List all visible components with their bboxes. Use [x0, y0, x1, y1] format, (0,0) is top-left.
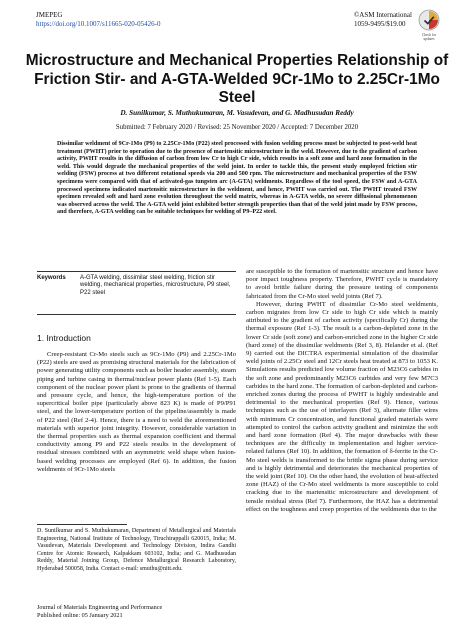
abstract: Dissimilar weldment of 9Cr-1Mo (P9) to 2.25Cr-1Mo (P22) steel processed with fusion welding process must be subjected to post-weld heat treatment (PWHT) prior to operation due to the presence of martensitic microstructure in the weld. However, due to the gradient of carbon activity, PWHT results in the diffusion of carbon from low Cr to high Cr side, which results in a soft zone and hard zone formation in the weld. This would degrade the mechanical properties of the weld joint. In order to tackle this, the present study employed friction stir welding (FSW) process at two different rotational speeds via 200 and 500 rpm. The microstructure and mechanical properties of the FSW specimens were compared with that of activated-gas tungsten arc (A-GTA) weldments. Regardless of the tool speed, the FSW and A-GTA processed specimens indicated martensitic microstructure in the weldment, and hence, PWHT was carried out. The PWHT treated FSW specimen revealed soft and hard zone evolution throughout the weld matrix, whereas in A-GTA welds, no severe diffusional phenomenon was observed across the weld. The A-GTA weld joint exhibited better strength properties than that of the weld joint made by FSW process, and therefore, A-GTA welding can be suitable techniques for welding of P9–P22 steel.: [57, 141, 417, 216]
keywords-text: A-GTA welding, dissimilar steel welding, friction stir welding, mechanical properties, microstructure, P9 steel, P22 steel: [80, 275, 231, 296]
submission-dates: Submitted: 7 February 2020 / Revised: 25 November 2020 / Accepted: 7 December 2020: [115, 124, 359, 131]
copyright-text: ©ASM International: [353, 11, 412, 19]
keywords-label: Keywords: [37, 275, 66, 281]
paragraph: are susceptible to the formation of martensitic structure and hence have poor impact toughness property. Therefore, PWHT cycle is mandatory to avoid brittle failure during the pressure testing of components fabricated from the Cr-Mo steel weld joints (Ref 7).: [246, 268, 438, 300]
doi-link[interactable]: https://doi.org/10.1007/s11665-020-05426-0: [36, 20, 161, 28]
introduction-left-column: Creep-resistant Cr-Mo steels such as 9Cr-1Mo (P9) and 2.25Cr-1Mo (P22) steels are used as promising structural materials for the fabrication of power generating utility components such as boiler header assembly, steam piping and turbine casing in thermal/nuclear power plants (Ref 1-5). Each component of the nuclear power plant is prone to the gradients of thermal and pressure cycle, and hence, the high-temperature portion of the supercritical boiler pipe (particularly above 823 K) is made of P9/P91 steel, and the lower-temperature portion of the pipeline/assembly is made of P22 steel (Ref 2-4). Hence, there is a need to weld the aforementioned materials with superior joint integrity. However, considerable variation in the thermal properties such as thermal expansion coefficient and thermal conductivity among P9 and P22 steels results in the development of residual stresses combined with an asymmetric weld shape when fusion-based welding processes are employed (Ref 6). In addition, the fusion weldments of 9Cr-1Mo steels: [37, 351, 236, 473]
section-heading-introduction: 1. Introduction: [37, 333, 91, 343]
paragraph: However, during PWHT of dissimilar Cr-Mo steel weldments, carbon migrates from low Cr side to high Cr side which is mainly attributed to the gradient of carbon activity (specifically Cr) during the thermal exposure (Ref 1-3). The result is a carbon-depleted zone in the lower Cr side (soft zone) and carbon-enriched zone in the higher Cr side (hard zone) of the dissimilar weldments (Ref 3, 8). Helander et al. (Ref 9) carried out the DICTRA experimental simulation of the dissimilar weld joints of 2.25Cr steel and 12Cr steels heat treated at 873 to 1053 K. Simulations results predicted low volume fraction of M23C6 carbides in the soft zone and predominantly M23C6 carbides and very few M7C3 carbides in the hard zone. The formation of carbon-depleted and carbon-enriched zones during the process of PWHT is highly undesirable and detrimental to the mechanical properties (Ref 9). Hence, various techniques such as the use of interlayers (Ref 3), alternate filler wires with minimum Cr concentration, and functional graded materials were attempted to control the carbon activity gradient and minimize the soft and hard zone formation (Ref 4). The major drawbacks with these techniques are the difficulty in implementation and higher service-related failures (Ref 10). In addition, the formation of δ-ferrite in the Cr-Mo steel welds is transformed to the brittle sigma phase during service and is highly detrimental and deteriorates the mechanical properties of the weld joint (Ref 10). On the other hand, the evolution of heat-affected zone (HAZ) of the Cr-Mo steel weldments is more susceptible to cold cracking due to the martensitic microstructure and development of tensile residual stress (Ref 7). Furthermore, the HAZ has a detrimental effect on the toughness and creep properties of the weldments due to the: [246, 300, 438, 513]
header-left: [36, 11, 160, 29]
article-title: Microstructure and Mechanical Properties Relationship of Friction Stir- and A-GTA-Welded 9Cr-1Mo to 2.25Cr-1Mo Steel: [25, 52, 449, 106]
introduction-right-column: [246, 268, 438, 514]
journal-abbreviation: JMEPEG: [36, 11, 63, 19]
author-affiliations-footnote: D. Sunilkumar and S. Muthukumaran, Department of Metallurgical and Materials Engineering, National Institute of Technology, Tiruchirappalli 620015, India; M. Vasudevan, Materials Development and Technology Division, Indira Gandhi Centre for Atomic Research, Kalpakkam 603102, India; and G. Madhusudan Reddy, Material Joining Group, Defence Metallurgical Research Laboratory, Hyderabad 500058, India. Contact e-mail: smuthu@nitt.edu.: [37, 528, 236, 572]
header-right: [354, 11, 412, 29]
author-list: D. Sunilkumar, S. Muthukumaran, M. Vasudevan, and G. Madhusudan Reddy: [120, 109, 354, 117]
check-for-updates-icon[interactable]: [418, 9, 440, 33]
check-for-updates-label[interactable]: Check for updates: [421, 33, 437, 41]
keywords-box: [37, 271, 236, 315]
journal-footer: [37, 604, 162, 620]
published-online-date: Published online: 05 January 2021: [37, 612, 123, 619]
footnote-divider: [37, 524, 127, 525]
journal-name: Journal of Materials Engineering and Performance: [37, 604, 163, 611]
issn-price: 1059-9495/$19.00: [353, 20, 406, 28]
